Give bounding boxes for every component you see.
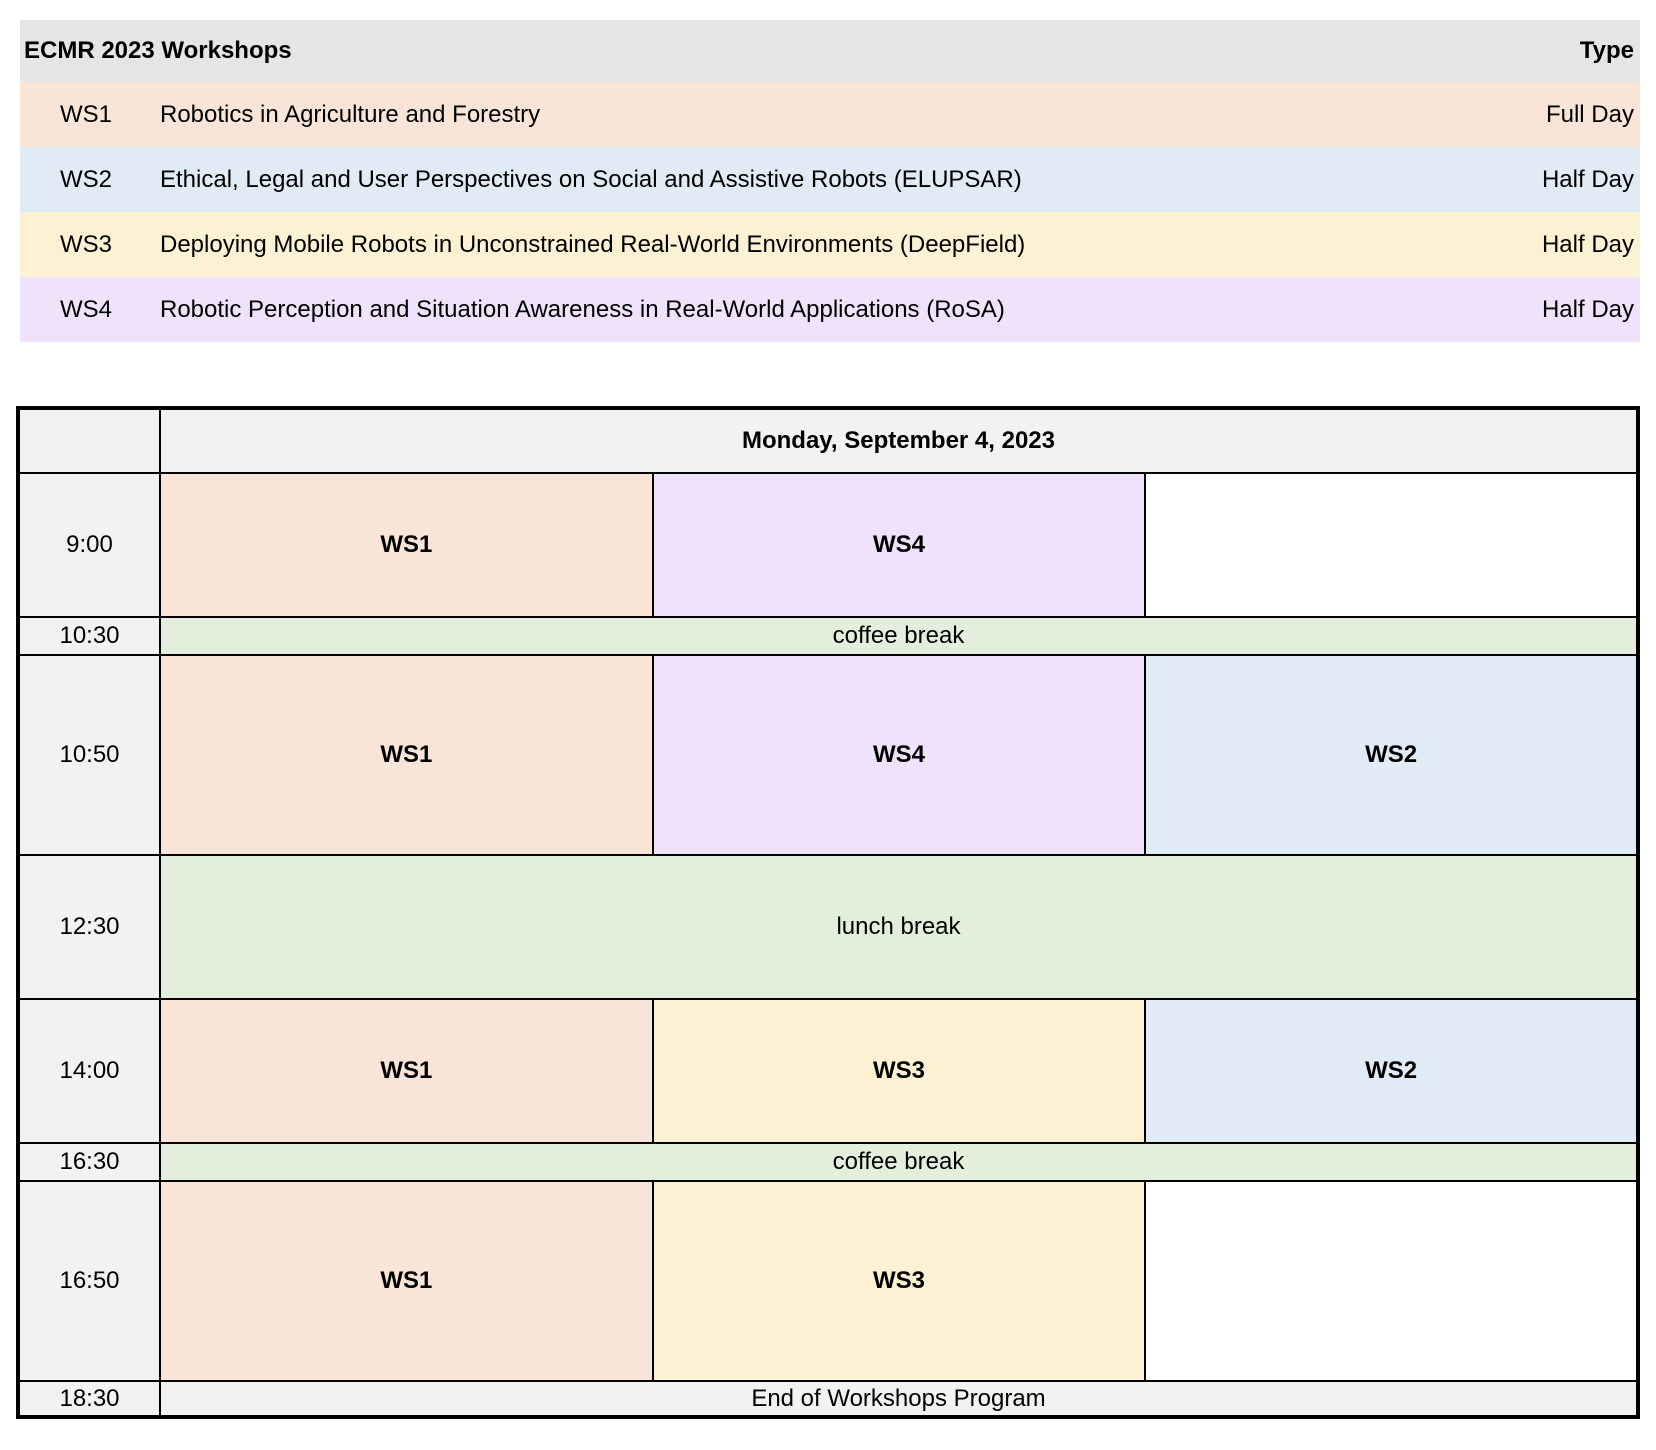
- end-of-program-cell: End of Workshops Program: [160, 1381, 1638, 1417]
- workshops-title-header: ECMR 2023 Workshops: [20, 20, 1474, 82]
- workshop-type: Half Day: [1541, 165, 1634, 193]
- break-cell: lunch break: [160, 855, 1638, 999]
- time-cell: 12:30: [18, 855, 160, 999]
- workshop-title: Robotic Perception and Situation Awareness in Real-World Applications (RoSA): [160, 295, 1005, 323]
- empty-session-cell: [1145, 473, 1638, 617]
- session-cell: WS2: [1145, 655, 1638, 855]
- schedule-row-1400: [18, 999, 1638, 1143]
- workshop-id: WS4: [60, 295, 113, 323]
- session-cell: WS3: [653, 999, 1146, 1143]
- session-cell: WS1: [160, 1181, 653, 1381]
- session-cell: WS1: [160, 473, 653, 617]
- time-cell: 16:50: [18, 1181, 160, 1381]
- schedule-corner-cell: [18, 408, 160, 473]
- workshop-row-ws1: [20, 82, 1640, 147]
- workshops-header-row: [20, 20, 1640, 82]
- workshop-type: Half Day: [1541, 230, 1634, 258]
- time-cell: 14:00: [18, 999, 160, 1143]
- schedule-row-1230: [18, 855, 1638, 999]
- time-cell: 10:50: [18, 655, 160, 855]
- session-cell: WS2: [1145, 999, 1638, 1143]
- session-cell: WS4: [653, 655, 1146, 855]
- schedule-row-1830: [18, 1381, 1638, 1417]
- workshops-table: [20, 20, 1640, 342]
- workshop-id: WS2: [60, 165, 113, 193]
- workshops-type-header: Type: [1474, 20, 1640, 82]
- workshop-row-ws3: [20, 212, 1640, 277]
- session-cell: WS3: [653, 1181, 1146, 1381]
- break-cell: coffee break: [160, 1143, 1638, 1181]
- schedule-header-row: [18, 408, 1638, 473]
- workshop-row-ws2: [20, 147, 1640, 212]
- break-cell: coffee break: [160, 617, 1638, 655]
- schedule-row-0900: [18, 473, 1638, 617]
- workshop-title: Robotics in Agriculture and Forestry: [160, 100, 541, 128]
- schedule-row-1030: [18, 617, 1638, 655]
- schedule-day-header: Monday, September 4, 2023: [160, 408, 1638, 473]
- time-cell: 9:00: [18, 473, 160, 617]
- workshop-title: Deploying Mobile Robots in Unconstrained Real-World Environments (DeepField): [160, 230, 1026, 258]
- workshop-type: Half Day: [1541, 295, 1634, 323]
- schedule-table: [16, 406, 1640, 1419]
- workshop-type: Full Day: [1545, 100, 1634, 128]
- workshop-id: WS1: [60, 100, 113, 128]
- session-cell: WS1: [160, 999, 653, 1143]
- schedule-row-1650: [18, 1181, 1638, 1381]
- workshop-row-ws4: [20, 277, 1640, 342]
- time-cell: 10:30: [18, 617, 160, 655]
- schedule-row-1050: [18, 655, 1638, 855]
- workshop-id: WS3: [60, 230, 113, 258]
- schedule-row-1630: [18, 1143, 1638, 1181]
- time-cell: 18:30: [18, 1381, 160, 1417]
- time-cell: 16:30: [18, 1143, 160, 1181]
- session-cell: WS4: [653, 473, 1146, 617]
- workshop-title: Ethical, Legal and User Perspectives on Social and Assistive Robots (ELUPSAR): [160, 165, 1022, 193]
- empty-session-cell: [1145, 1181, 1638, 1381]
- session-cell: WS1: [160, 655, 653, 855]
